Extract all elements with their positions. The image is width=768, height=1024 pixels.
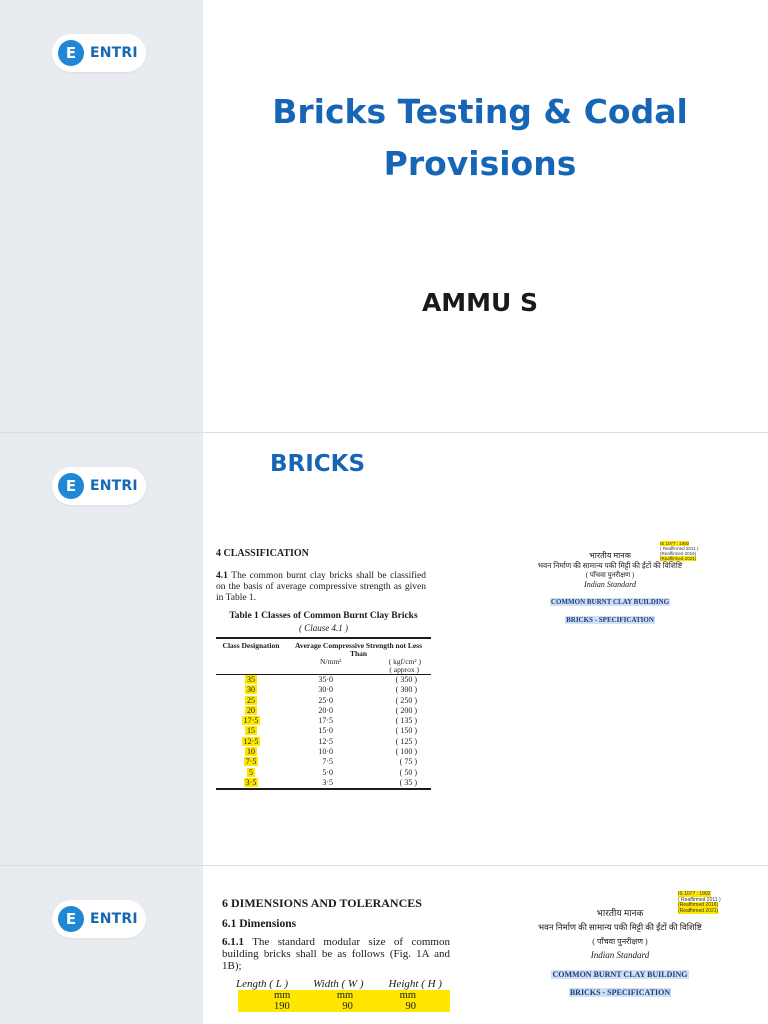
clause-text: The standard modular size of common building bricks shall be as follows (Fig. 1A and 1B);: [222, 936, 450, 972]
unit-nmm2: N/mm²: [320, 657, 342, 666]
table-row: [216, 696, 431, 706]
entri-logo-text: ENTRI: [90, 478, 138, 494]
value-length: 190: [274, 1001, 290, 1012]
presentation-title: [220, 86, 740, 190]
hindi-title: भारतीय मानक: [589, 551, 631, 560]
clause-text: The common burnt clay bricks shall be classified on the basis of average compressive strength as given in Table 1.: [216, 571, 426, 603]
reaffirmed-1: ( Reaffirmed 2011 ): [660, 546, 699, 551]
class-value: 35: [247, 675, 255, 684]
value-width: 90: [342, 1001, 353, 1012]
unit-approx: ( approx ): [389, 665, 419, 674]
slide-sidebar: [0, 866, 203, 1024]
strength-nmm2: 20·0: [318, 705, 333, 715]
class-cell: [216, 675, 286, 685]
strength-nmm2: 3·5: [322, 777, 333, 787]
clause-number: 6.1.1: [222, 936, 244, 948]
header-class: Class Designation: [222, 641, 280, 650]
header-length: Length ( L ): [236, 978, 289, 990]
entri-logo-text: ENTRI: [90, 911, 138, 927]
entri-logo-text: ENTRI: [90, 45, 138, 61]
class-value: 7·5: [245, 757, 257, 767]
strength-nmm2: 17·5: [318, 716, 333, 726]
section-heading: 4 CLASSIFICATION: [216, 548, 309, 559]
strength-nmm2: 10·0: [318, 747, 333, 757]
hindi-subtitle: भवन निर्माण की सामान्य पकी मिट्टी की ईंटों की विशिष्टि: [538, 922, 702, 932]
class-value: 17·5: [243, 716, 259, 726]
reaffirmed-1: ( Reaffirmed 2011 ): [678, 896, 721, 903]
class-cell: [216, 685, 286, 695]
slide-heading: BRICKS: [270, 451, 366, 477]
english-title-2: BRICKS - SPECIFICATION: [566, 616, 654, 624]
hindi-revision: ( पाँचवा पुनरीक्षण ): [592, 937, 648, 946]
class-value: 12·5: [243, 736, 259, 746]
slide-bricks: [0, 433, 768, 865]
class-cell: [216, 737, 286, 747]
table-row: [216, 747, 431, 757]
title-line-1: Bricks Testing & Codal: [272, 92, 688, 131]
strength-nmm2: 15·0: [318, 726, 333, 736]
class-value: 30: [247, 685, 255, 695]
class-cell: [216, 706, 286, 716]
entri-logo-icon: E: [58, 473, 84, 499]
entri-logo: [52, 467, 146, 505]
header-width: Width ( W ): [313, 978, 364, 990]
class-value: 5: [249, 767, 253, 777]
strength-kgf: ( 35 ): [399, 777, 417, 787]
strength-nmm2: 35·0: [318, 675, 333, 684]
table-header-row: [216, 639, 431, 658]
strength-nmm2: 30·0: [318, 685, 333, 695]
unit-kgf: ( kgf/cm² ): [388, 657, 421, 666]
table-row: [216, 757, 431, 767]
table-row: [216, 675, 431, 685]
hindi-title: भारतीय मानक: [596, 908, 644, 918]
dimension-values: [238, 1001, 450, 1012]
class-cell: [216, 768, 286, 778]
dimension-headers: [222, 978, 450, 990]
standard-title-block: [520, 906, 720, 1000]
class-value: 15: [247, 726, 255, 736]
table-row: [216, 716, 431, 726]
strength-kgf: ( 135 ): [395, 716, 417, 726]
strength-kgf: ( 125 ): [395, 736, 417, 746]
strength-kgf: ( 300 ): [395, 685, 417, 695]
clause-paragraph: [222, 936, 450, 972]
table-row: [216, 706, 431, 716]
reaffirmed-2: (Reaffirmed 2016): [678, 902, 719, 909]
strength-nmm2: 5·0: [322, 767, 333, 777]
table-clause: ( Clause 4.1 ): [299, 623, 348, 633]
section-heading: 6 DIMENSIONS AND TOLERANCES: [222, 896, 422, 910]
strength-kgf: ( 50 ): [399, 767, 417, 777]
hindi-revision: ( पाँचवा पुनरीक्षण ): [585, 571, 635, 579]
class-cell: [216, 747, 286, 757]
strength-kgf: ( 350 ): [395, 675, 417, 684]
class-cell: [216, 726, 286, 736]
dimension-units: mm mm mm: [238, 990, 450, 1001]
entri-logo: [52, 34, 146, 72]
reaffirmed-3: (Reaffirmed 2021): [678, 907, 719, 914]
title-line-2: Provisions: [383, 144, 577, 183]
strength-nmm2: 25·0: [318, 695, 333, 705]
english-title: COMMON BURNT CLAY BUILDING: [550, 598, 670, 606]
table-row: [216, 726, 431, 736]
class-value: 25: [247, 695, 255, 705]
is-number: IS 1077 : 1992: [660, 541, 690, 546]
is-number: IS 1077 : 1992: [678, 891, 711, 897]
classes-table: [216, 639, 431, 674]
strength-kgf: ( 200 ): [395, 705, 417, 715]
clause-number: 4.1: [216, 571, 228, 581]
clause-paragraph: [216, 571, 426, 604]
classes-table-body: [216, 675, 431, 788]
table-row: [216, 778, 431, 788]
class-cell: [216, 716, 286, 726]
slide-title: [0, 0, 768, 432]
reaffirmed-2: (Reaffirmed 2016): [660, 551, 697, 556]
class-value: 3·5: [245, 777, 257, 787]
dimensions-excerpt: [222, 896, 450, 1012]
table-row: [216, 737, 431, 747]
strength-kgf: ( 100 ): [395, 747, 417, 757]
entri-logo: [52, 900, 146, 938]
reaffirmed-3: (Reaffirmed 2021): [660, 556, 697, 561]
strength-kgf: ( 150 ): [395, 726, 417, 736]
indian-standard-label: Indian Standard: [584, 580, 636, 589]
entri-logo-icon: E: [58, 40, 84, 66]
table-row: [216, 768, 431, 778]
table-bottom-rule: [216, 788, 431, 790]
strength-kgf: ( 75 ): [399, 757, 417, 767]
classification-excerpt: [216, 548, 431, 790]
english-title: COMMON BURNT CLAY BUILDING: [552, 970, 688, 979]
value-height: 90: [405, 1001, 416, 1012]
strength-nmm2: 12·5: [318, 736, 333, 746]
class-cell: [216, 757, 286, 767]
class-cell: [216, 778, 286, 788]
header-height: Height ( H ): [388, 978, 442, 990]
class-value: 10: [247, 747, 255, 757]
indian-standard-label: Indian Standard: [590, 950, 650, 960]
table-row: [216, 685, 431, 695]
table-caption: Table 1 Classes of Common Burnt Clay Bricks: [229, 611, 418, 621]
class-value: 20: [247, 705, 255, 715]
strength-nmm2: 7·5: [322, 757, 333, 767]
header-strength: Average Compressive Strength not Less Than: [294, 641, 423, 658]
class-cell: [216, 696, 286, 706]
slide-dimensions: [0, 866, 768, 1024]
author-name: AMMU S: [421, 288, 539, 317]
standard-title-block: [500, 550, 720, 627]
english-title-2: BRICKS - SPECIFICATION: [569, 988, 671, 997]
strength-kgf: ( 250 ): [395, 695, 417, 705]
sub-heading: 6.1 Dimensions: [222, 918, 297, 930]
hindi-subtitle: भवन निर्माण की सामान्य पकी मिट्टी की ईंटों की विशिष्टि: [537, 561, 683, 570]
entri-logo-icon: E: [58, 906, 84, 932]
